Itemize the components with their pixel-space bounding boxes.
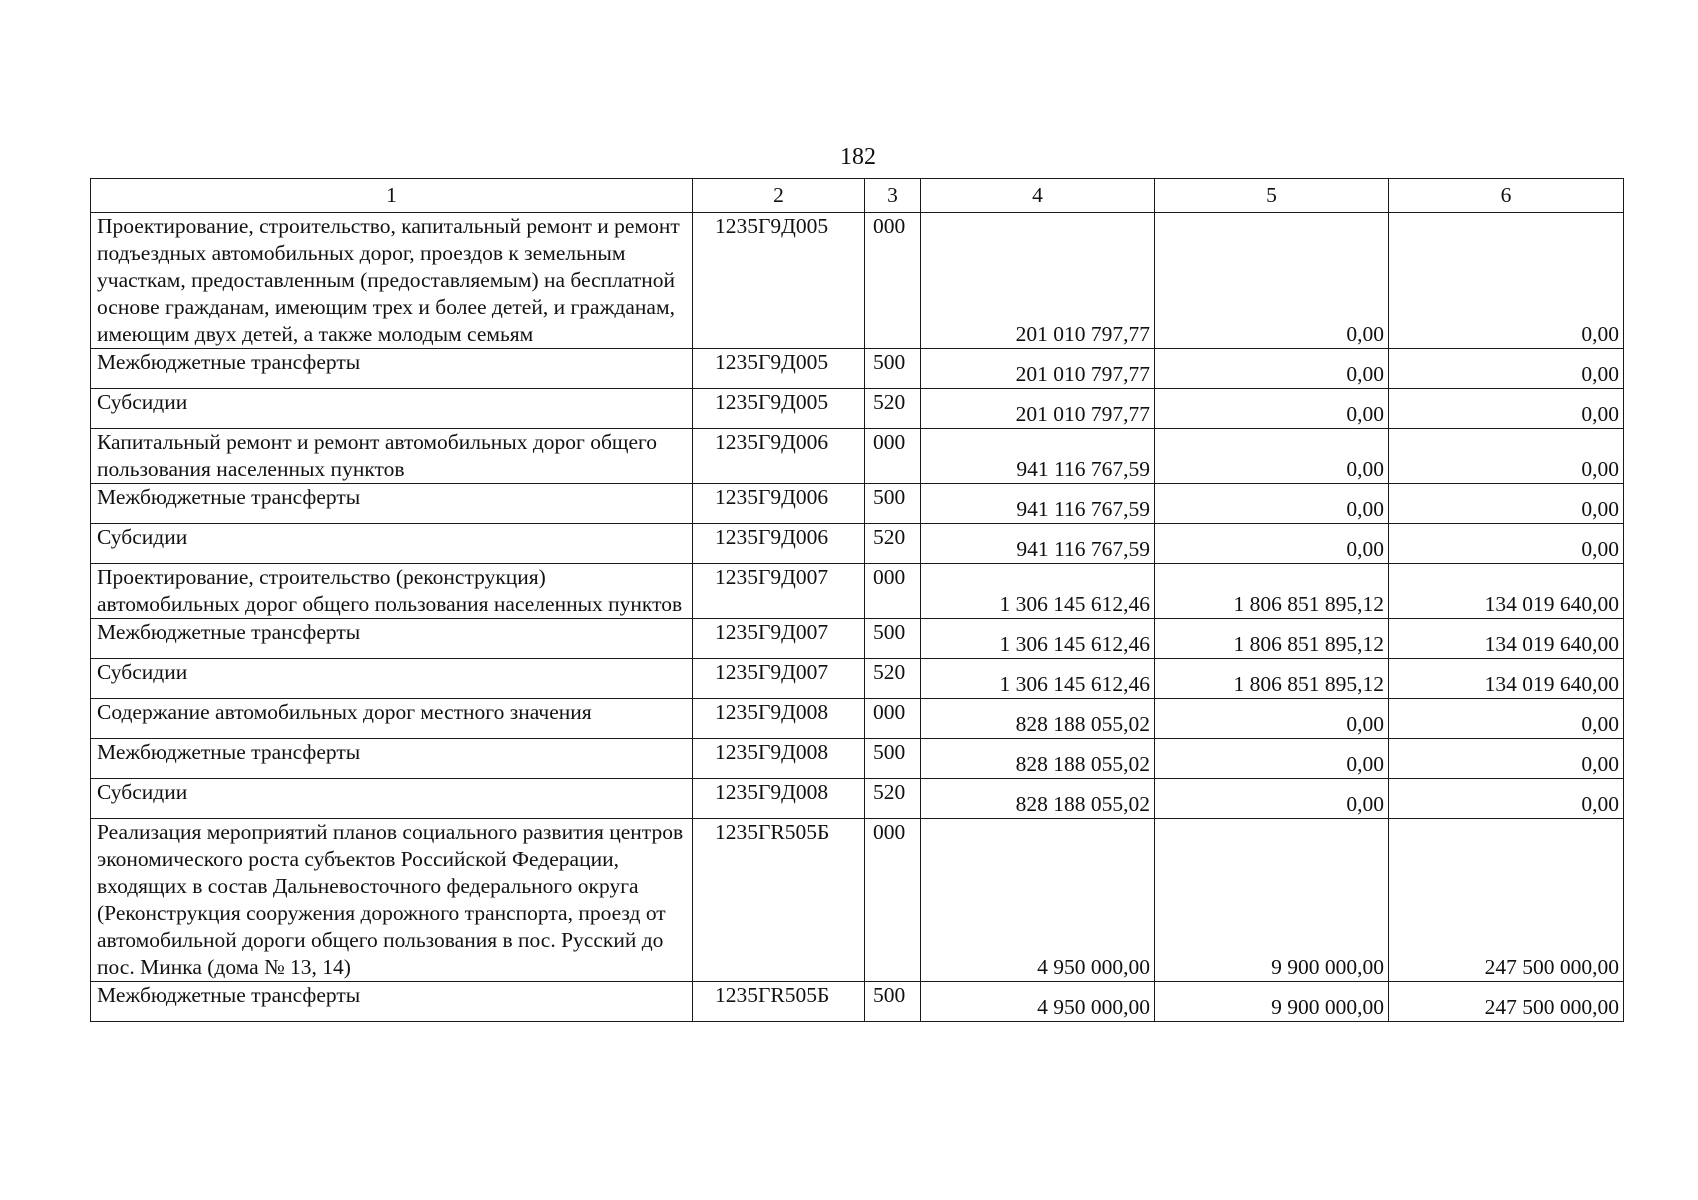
- item-name: Межбюджетные трансферты: [91, 619, 693, 659]
- column-header: 6: [1389, 179, 1624, 213]
- item-name: Межбюджетные трансферты: [91, 349, 693, 389]
- table-header-row: [91, 179, 1624, 213]
- expense-type: 520: [865, 389, 921, 429]
- table-row: [91, 429, 1624, 484]
- expense-type: 000: [865, 819, 921, 982]
- expense-type: 000: [865, 429, 921, 484]
- expense-type: 520: [865, 779, 921, 819]
- amount-col5: 0,00: [1155, 699, 1389, 739]
- item-name: Субсидии: [91, 779, 693, 819]
- column-header: 2: [693, 179, 865, 213]
- amount-col5: 1 806 851 895,12: [1155, 564, 1389, 619]
- table-row: [91, 484, 1624, 524]
- amount-col6: 0,00: [1389, 389, 1624, 429]
- amount-col5: 0,00: [1155, 349, 1389, 389]
- amount-col6: 0,00: [1389, 779, 1624, 819]
- amount-col4: 1 306 145 612,46: [921, 619, 1155, 659]
- expense-type: 500: [865, 349, 921, 389]
- amount-col4: 941 116 767,59: [921, 484, 1155, 524]
- amount-col5: 1 806 851 895,12: [1155, 659, 1389, 699]
- column-header: 4: [921, 179, 1155, 213]
- amount-col5: 9 900 000,00: [1155, 982, 1389, 1022]
- table-row: [91, 349, 1624, 389]
- target-code: 1235ГR505Б: [693, 982, 865, 1022]
- table-row: [91, 213, 1624, 349]
- target-code: 1235Г9Д006: [693, 524, 865, 564]
- expense-type: 000: [865, 699, 921, 739]
- amount-col6: 134 019 640,00: [1389, 619, 1624, 659]
- table-row: [91, 659, 1624, 699]
- target-code: 1235Г9Д006: [693, 484, 865, 524]
- item-name: Межбюджетные трансферты: [91, 739, 693, 779]
- amount-col4: 1 306 145 612,46: [921, 659, 1155, 699]
- item-name: Проектирование, строительство (реконструкция) автомобильных дорог общего пользования населенных пунктов: [91, 564, 693, 619]
- target-code: 1235Г9Д005: [693, 213, 865, 349]
- column-header: 1: [91, 179, 693, 213]
- amount-col4: 941 116 767,59: [921, 429, 1155, 484]
- expense-type: 500: [865, 982, 921, 1022]
- expense-type: 500: [865, 484, 921, 524]
- amount-col4: 941 116 767,59: [921, 524, 1155, 564]
- target-code: 1235Г9Д008: [693, 779, 865, 819]
- item-name: Капитальный ремонт и ремонт автомобильных дорог общего пользования населенных пунктов: [91, 429, 693, 484]
- table-row: [91, 699, 1624, 739]
- table-row: [91, 524, 1624, 564]
- target-code: 1235Г9Д006: [693, 429, 865, 484]
- target-code: 1235Г9Д005: [693, 389, 865, 429]
- amount-col4: 1 306 145 612,46: [921, 564, 1155, 619]
- item-name: Межбюджетные трансферты: [91, 982, 693, 1022]
- amount-col6: 0,00: [1389, 349, 1624, 389]
- target-code: 1235Г9Д008: [693, 699, 865, 739]
- item-name: Межбюджетные трансферты: [91, 484, 693, 524]
- expense-type: 500: [865, 739, 921, 779]
- target-code: 1235Г9Д008: [693, 739, 865, 779]
- budget-table: [90, 178, 1624, 1022]
- target-code: 1235Г9Д005: [693, 349, 865, 389]
- item-name: Субсидии: [91, 389, 693, 429]
- amount-col5: 0,00: [1155, 484, 1389, 524]
- target-code: 1235Г9Д007: [693, 619, 865, 659]
- column-header: 5: [1155, 179, 1389, 213]
- item-name: Реализация мероприятий планов социального развития центров экономического роста субъектов Российской Федерации, входящих в состав Дальневосточного федерального округа (Реконструкция сооружения дорожного транспорта, проезд от автомобильной дороги общего пользования в пос. Русский до пос. Минка (дома № 13, 14): [91, 819, 693, 982]
- table-row: [91, 389, 1624, 429]
- amount-col6: 247 500 000,00: [1389, 982, 1624, 1022]
- item-name: Субсидии: [91, 524, 693, 564]
- expense-type: 000: [865, 564, 921, 619]
- table-row: [91, 564, 1624, 619]
- target-code: 1235ГR505Б: [693, 819, 865, 982]
- amount-col6: 0,00: [1389, 429, 1624, 484]
- table-row: [91, 779, 1624, 819]
- amount-col6: 0,00: [1389, 484, 1624, 524]
- amount-col6: 134 019 640,00: [1389, 564, 1624, 619]
- amount-col6: 0,00: [1389, 739, 1624, 779]
- item-name: Субсидии: [91, 659, 693, 699]
- amount-col5: 0,00: [1155, 779, 1389, 819]
- amount-col5: 0,00: [1155, 213, 1389, 349]
- amount-col6: 134 019 640,00: [1389, 659, 1624, 699]
- item-name: Проектирование, строительство, капитальный ремонт и ремонт подъездных автомобильных дорог, проездов к земельным участкам, предоставленным (предоставляемым) на бесплатной основе гражданам, имеющим трех и более детей, и гражданам, имеющим двух детей, а также молодым семьям: [91, 213, 693, 349]
- amount-col4: 828 188 055,02: [921, 699, 1155, 739]
- target-code: 1235Г9Д007: [693, 659, 865, 699]
- expense-type: 500: [865, 619, 921, 659]
- amount-col5: 0,00: [1155, 739, 1389, 779]
- amount-col6: 0,00: [1389, 699, 1624, 739]
- amount-col4: 4 950 000,00: [921, 982, 1155, 1022]
- expense-type: 520: [865, 659, 921, 699]
- page-number: 182: [840, 144, 876, 170]
- amount-col5: 0,00: [1155, 524, 1389, 564]
- amount-col4: 4 950 000,00: [921, 819, 1155, 982]
- column-header: 3: [865, 179, 921, 213]
- amount-col6: 0,00: [1389, 213, 1624, 349]
- table-row: [91, 982, 1624, 1022]
- amount-col5: 0,00: [1155, 389, 1389, 429]
- expense-type: 520: [865, 524, 921, 564]
- amount-col5: 1 806 851 895,12: [1155, 619, 1389, 659]
- amount-col4: 201 010 797,77: [921, 213, 1155, 349]
- target-code: 1235Г9Д007: [693, 564, 865, 619]
- amount-col6: 0,00: [1389, 524, 1624, 564]
- amount-col4: 201 010 797,77: [921, 389, 1155, 429]
- amount-col5: 0,00: [1155, 429, 1389, 484]
- table-row: [91, 819, 1624, 982]
- amount-col4: 201 010 797,77: [921, 349, 1155, 389]
- amount-col5: 9 900 000,00: [1155, 819, 1389, 982]
- amount-col4: 828 188 055,02: [921, 779, 1155, 819]
- amount-col6: 247 500 000,00: [1389, 819, 1624, 982]
- table-row: [91, 619, 1624, 659]
- item-name: Содержание автомобильных дорог местного значения: [91, 699, 693, 739]
- table-row: [91, 739, 1624, 779]
- amount-col4: 828 188 055,02: [921, 739, 1155, 779]
- expense-type: 000: [865, 213, 921, 349]
